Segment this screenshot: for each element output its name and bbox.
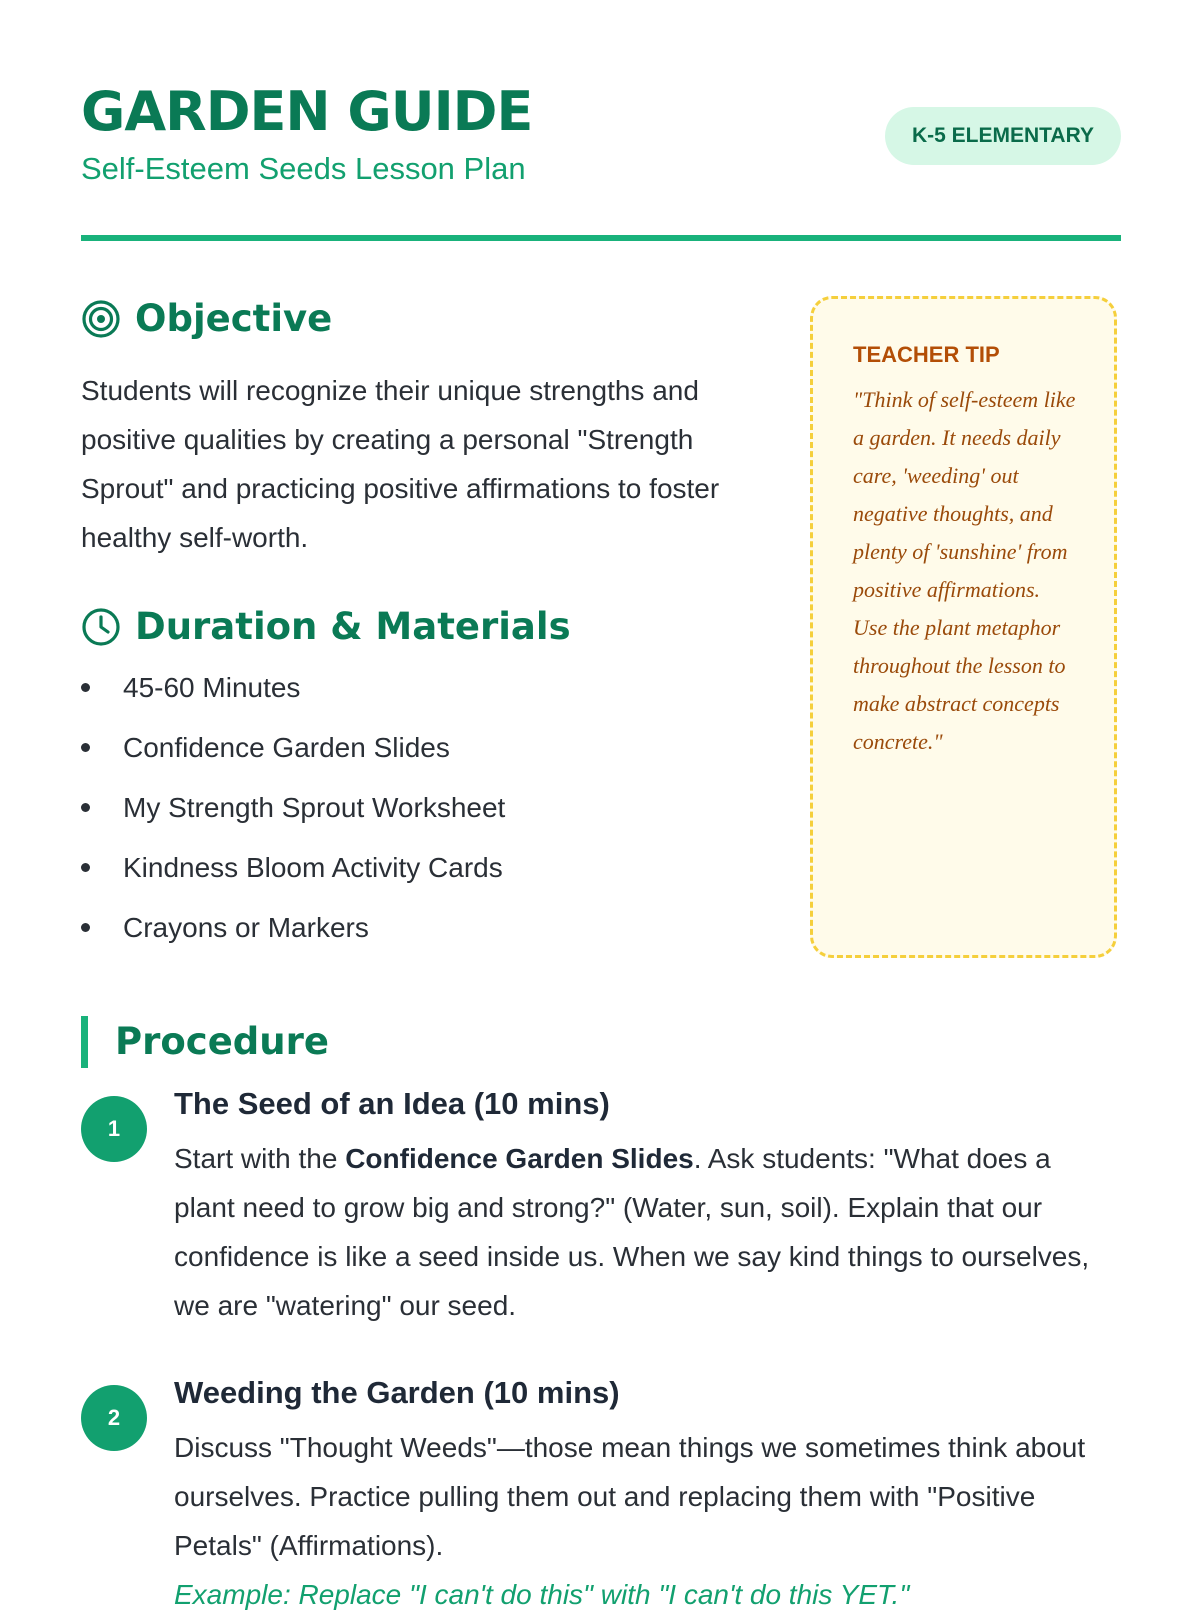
page-subtitle: Self-Esteem Seeds Lesson Plan [81,151,526,186]
step-text-rest: . Ask students: "What does a plant need to grow big and strong?" (Water, sun, soil). Explain that our confidence is like a seed inside us. When we say kind things to ourselves, we are "watering" our seed. [174,1143,1090,1321]
procedure-heading [81,1016,329,1068]
list-item: 45-60 Minutes [81,668,505,728]
teacher-tip-box [810,296,1117,958]
step-example: Example: Replace "I can't do this" with "I can't do this YET." [174,1579,910,1610]
materials-list [81,668,505,968]
step-text-emphasis: Confidence Garden Slides [345,1143,694,1174]
lesson-plan-page [81,0,1121,1610]
step-number-badge: 1 [81,1096,147,1162]
page-title: GARDEN GUIDE [81,80,533,143]
procedure-heading-label: Procedure [115,1020,329,1063]
clock-icon [81,607,121,647]
step-number-badge: 2 [81,1385,147,1451]
step-body [174,1371,1119,1619]
step-title: Weeding the Garden (10 mins) [174,1375,620,1410]
step-body [174,1082,1119,1330]
list-item: My Strength Sprout Worksheet [81,788,505,848]
header [81,80,1121,190]
step-title: The Seed of an Idea (10 mins) [174,1086,610,1121]
grade-level-badge: K-5 ELEMENTARY [885,107,1121,165]
teacher-tip-label: TEACHER TIP [853,342,1000,367]
objective-heading [81,296,332,342]
step-text: Discuss "Thought Weeds"—those mean things we sometimes think about ourselves. Practice pulling them out and replacing them with "Positive Petals" (Affirmations). [174,1432,1086,1561]
header-divider [81,235,1121,241]
duration-materials-heading [81,604,571,650]
duration-materials-heading-label: Duration & Materials [135,605,571,648]
target-icon [81,299,121,339]
objective-heading-label: Objective [135,297,333,340]
step-text [174,1134,1119,1330]
objective-text: Students will recognize their unique strengths and positive qualities by creating a personal "Strength Sprout" and practicing positive affirmations to foster healthy self-worth. [81,375,720,553]
teacher-tip-text: "Think of self-esteem like a garden. It needs daily care, 'weeding' out negative thoughts, and plenty of 'sunshine' from positive affirmations. Use the plant metaphor throughout the lesson to make abstract concepts concrete." [853,387,1076,754]
list-item: Confidence Garden Slides [81,728,505,788]
list-item: Crayons or Markers [81,908,505,968]
step-text-intro: Start with the [174,1143,346,1174]
list-item: Kindness Bloom Activity Cards [81,848,505,908]
